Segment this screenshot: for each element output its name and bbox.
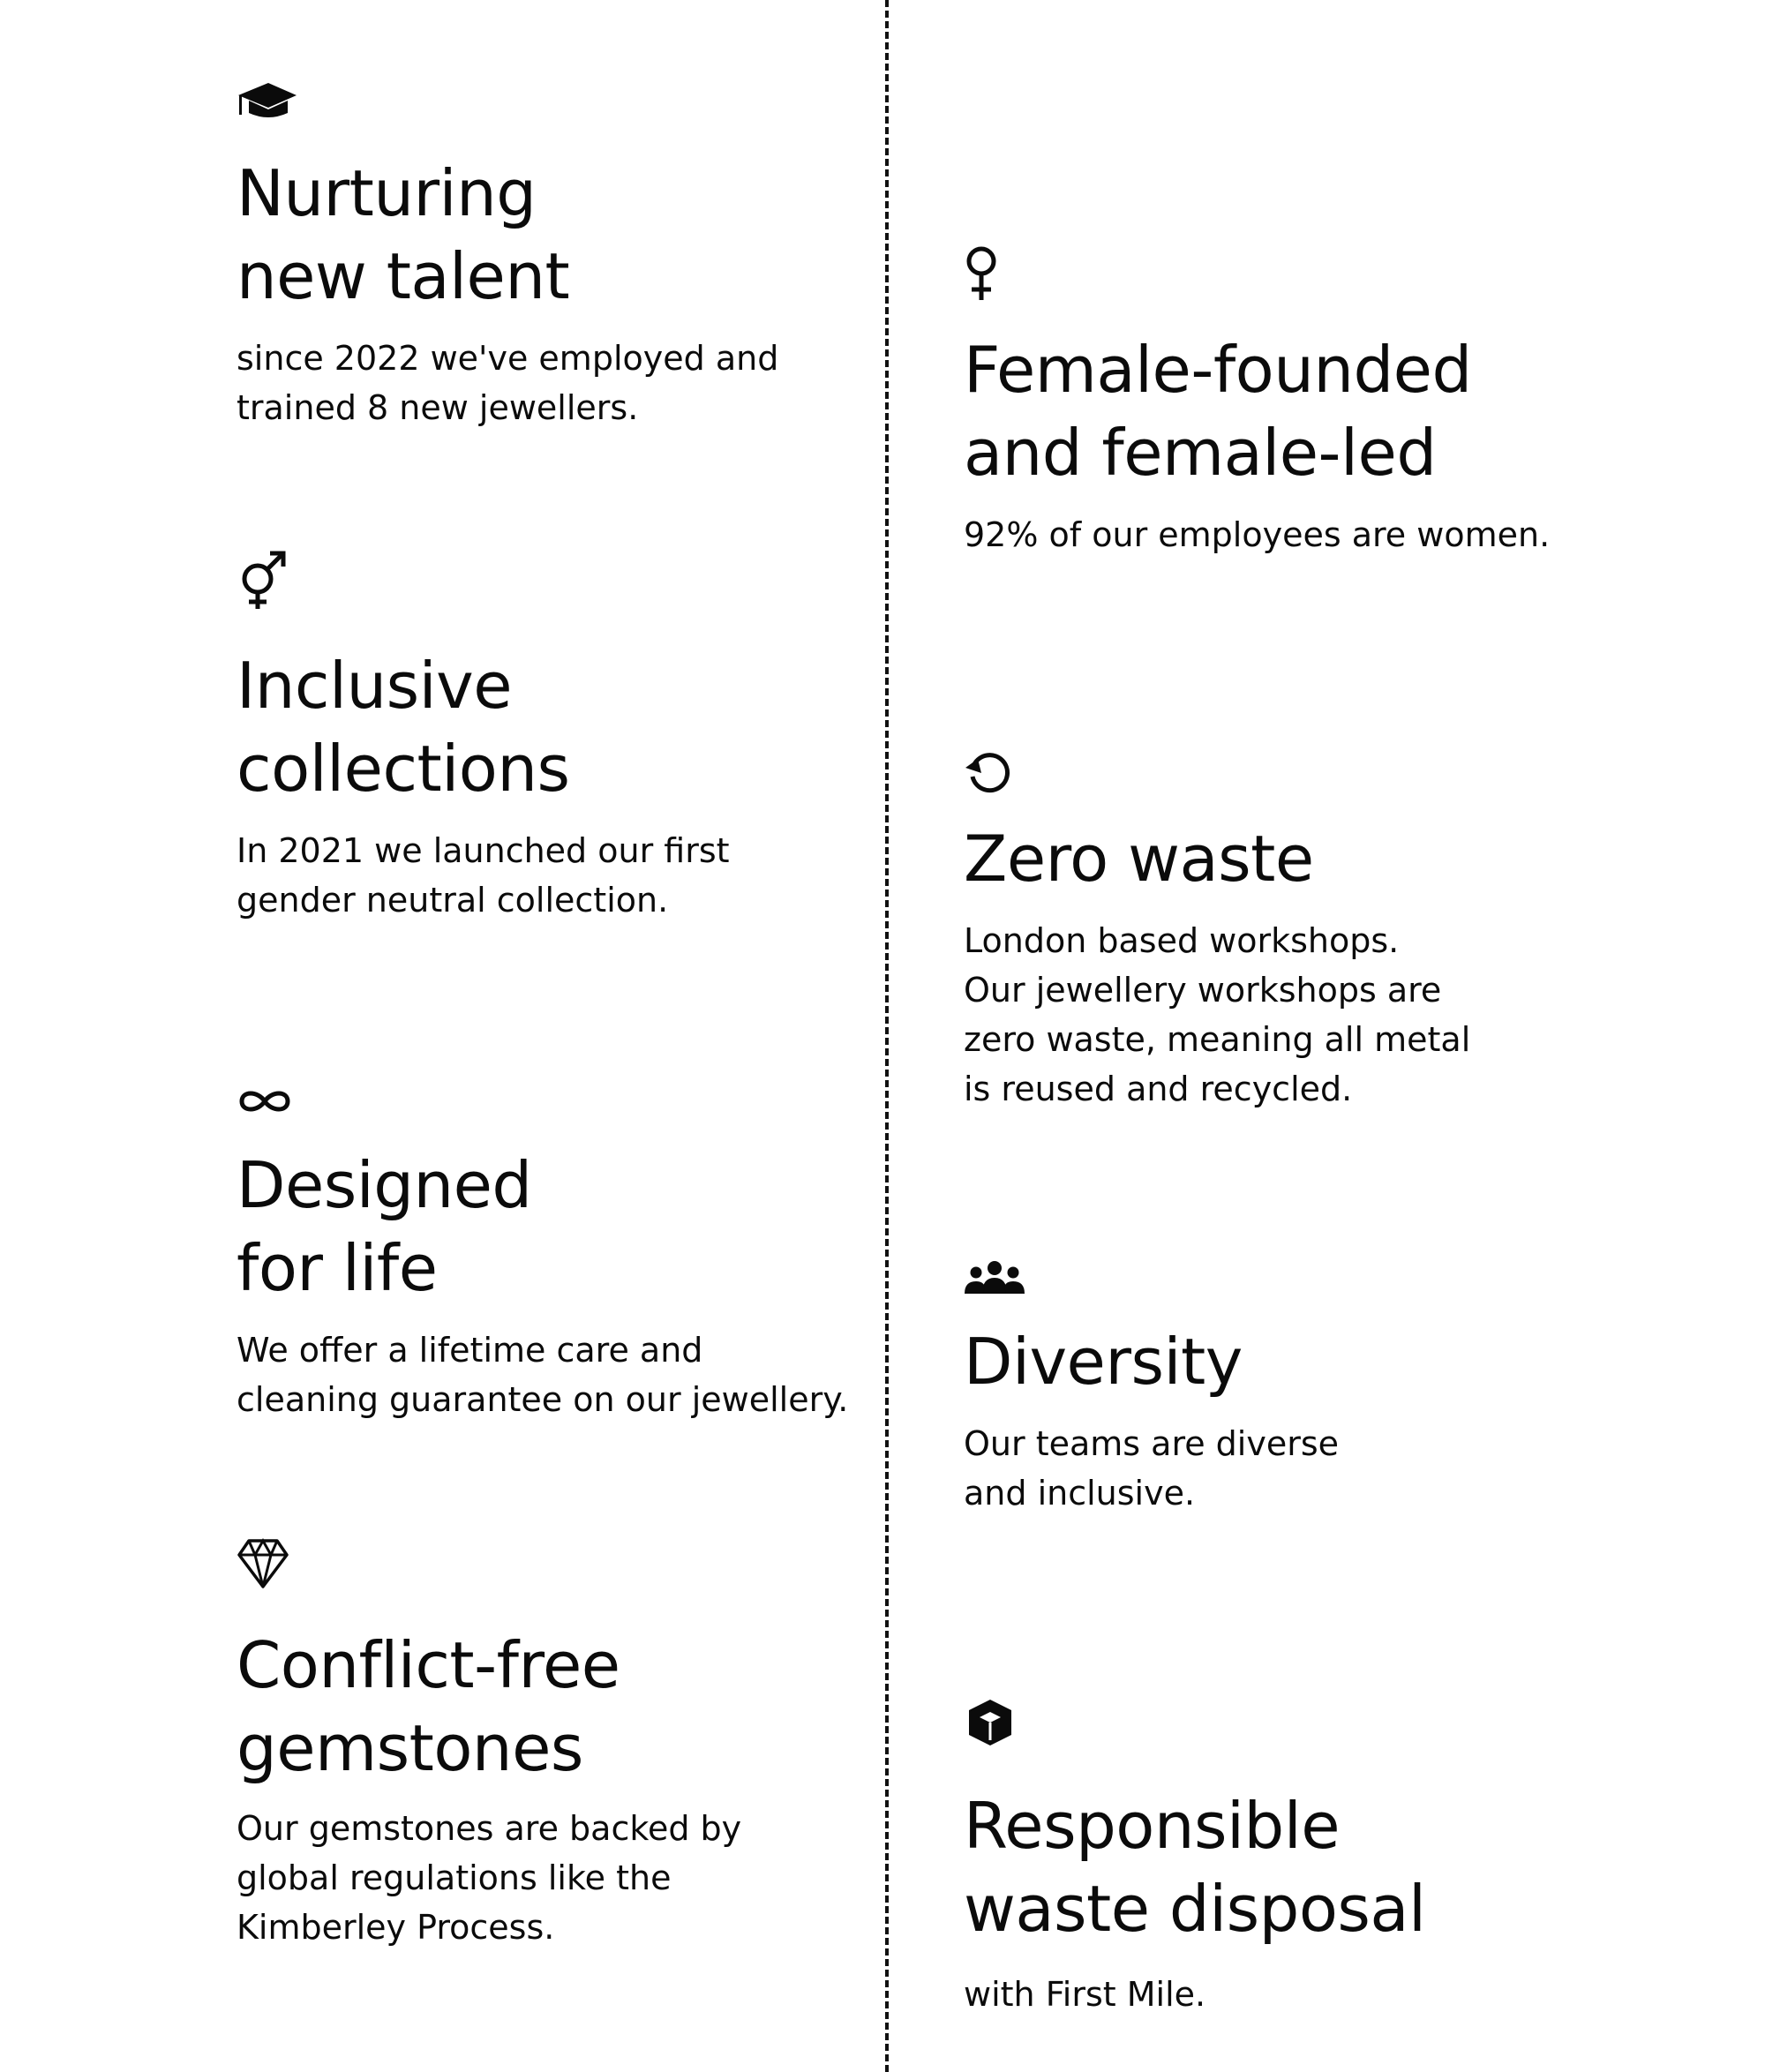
- feature-title: Nurturing new talent: [237, 156, 570, 313]
- feature-description: We offer a lifetime care and cleaning guarantee on our jewellery.: [237, 1331, 849, 1419]
- feature-title: Female-founded and female-led: [964, 333, 1472, 490]
- feature-title: Zero waste: [964, 822, 1314, 896]
- people-group-icon: [964, 1260, 1025, 1295]
- gender-neutral-icon: [237, 549, 289, 611]
- feature-zero-waste: [964, 747, 1470, 1114]
- feature-title: Diversity: [964, 1325, 1243, 1399]
- waste-box-icon: [964, 1696, 1017, 1749]
- feature-nurturing-talent: [237, 78, 778, 432]
- feature-responsible-waste: [964, 1696, 1426, 2019]
- recycle-arrow-icon: [964, 747, 1013, 796]
- diamond-icon: [237, 1537, 289, 1590]
- feature-description: since 2022 we've employed and trained 8 new jewellers.: [237, 339, 779, 427]
- feature-conflict-free-gemstones: [237, 1537, 741, 1952]
- feature-female-founded: [964, 245, 1550, 559]
- feature-title: Responsible waste disposal: [964, 1789, 1426, 1946]
- feature-description: In 2021 we launched our first gender neutral collection.: [237, 831, 730, 920]
- feature-title: Conflict-free gemstones: [237, 1628, 620, 1785]
- feature-description: with First Mile.: [964, 1975, 1206, 2014]
- feature-description: London based workshops. Our jewellery workshops are zero waste, meaning all metal is reused and recycled.: [964, 921, 1471, 1108]
- feature-title: Designed for life: [237, 1148, 532, 1305]
- female-icon: [964, 245, 999, 302]
- feature-description: Our gemstones are backed by global regulations like the Kimberley Process.: [237, 1809, 742, 1947]
- column-divider: [885, 0, 889, 2072]
- infinity-icon: [237, 1084, 293, 1119]
- graduation-cap-icon: [237, 78, 298, 131]
- feature-designed-for-life: [237, 1084, 848, 1424]
- feature-description: 92% of our employees are women.: [964, 515, 1551, 554]
- feature-diversity: [964, 1260, 1339, 1518]
- feature-description: Our teams are diverse and inclusive.: [964, 1424, 1340, 1513]
- feature-title: Inclusive collections: [237, 649, 570, 806]
- feature-inclusive-collections: [237, 549, 730, 925]
